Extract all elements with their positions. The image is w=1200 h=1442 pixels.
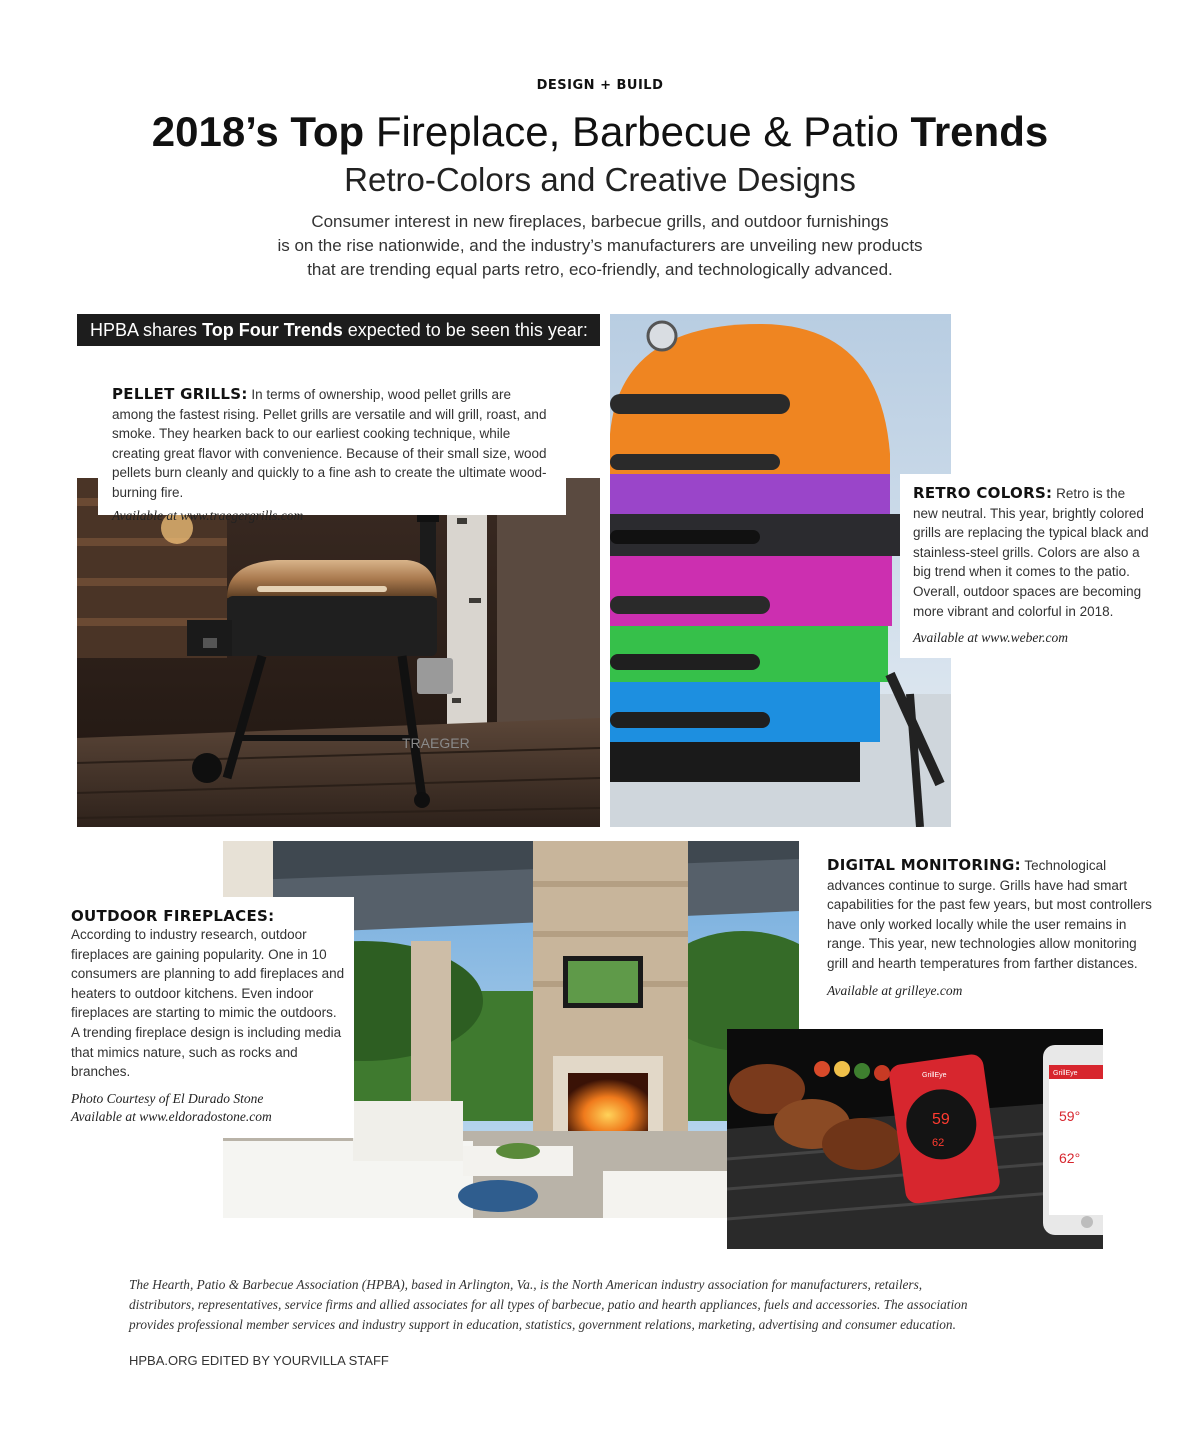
- pellet-grills-body: In terms of ownership, wood pellet grills are among the fastest rising. Pellet grills are versatile and will grill, roast, and smoke. They hearken back to our earliest cooking technique, while creating great flavor with convenience. Because of their small size, wood pellets burn cleanly and quickly to a fine ash to create the ultimate wood-burning fire.: [112, 387, 547, 500]
- device-brand: GrillEye: [922, 1072, 947, 1079]
- pellet-grill-photo: [77, 478, 600, 827]
- outdoor-fireplaces-heading: OUTDOOR FIREPLACES:: [71, 907, 275, 925]
- intro-line: that are trending equal parts retro, eco-friendly, and technologically advanced.: [307, 260, 893, 279]
- digital-monitoring-photo: [727, 1029, 1103, 1249]
- hpba-description: [129, 1275, 1074, 1335]
- device-readout-1: 59: [932, 1111, 950, 1128]
- phone-temp-2: 62°: [1059, 1150, 1081, 1166]
- phone-temp-1: 59°: [1059, 1108, 1081, 1124]
- intro-paragraph: [250, 210, 950, 282]
- pellet-grills-card: [98, 375, 566, 523]
- availability-line: Available at www.eldoradostone.com: [71, 1108, 272, 1124]
- page-subtitle: Retro-Colors and Creative Designs: [344, 161, 856, 198]
- pellet-grills-text: [112, 385, 552, 503]
- banner-suffix: expected to be seen this year:: [342, 320, 588, 340]
- retro-colors-text: [913, 484, 1152, 621]
- intro-line: Consumer interest in new fireplaces, barbecue grills, and outdoor furnishings: [311, 212, 889, 231]
- photo-courtesy-line: Photo Courtesy of El Durado Stone: [71, 1090, 264, 1106]
- section-kicker: DESIGN + BUILD: [536, 78, 664, 93]
- banner-prefix: HPBA shares: [90, 320, 203, 340]
- retro-colors-heading: RETRO COLORS:: [913, 484, 1053, 502]
- title-bold-part-2: Trends: [910, 108, 1049, 155]
- digital-monitoring-card: [813, 856, 1153, 1020]
- title-bold-part-1: 2018’s Top: [151, 108, 365, 155]
- outdoor-fireplaces-body: According to industry research, outdoor fireplaces are gaining popularity. One in 10 consumers are planning to add fireplaces and heaters to outdoor kitchens. Even indoor fireplaces are starting to mimic the outdoors. A trending fireplace design is including media that mimics nature, such as rocks and branches.: [71, 927, 345, 1080]
- retro-colors-body: Retro is the new neutral. This year, brightly colored grills are replacing the typical black and stainless-steel grills. Colors are also a big trend when it comes to the patio. Overall, outdoor spaces are becoming more vibrant and colorful in 2018.: [913, 486, 1149, 619]
- byline: HPBA.ORG EDITED BY YOURVILLA STAFF: [129, 1353, 389, 1368]
- digital-monitoring-credit: Available at grilleye.com: [827, 982, 963, 998]
- footer-line: The Hearth, Patio & Barbecue Association (HPBA), based in Arlington, Va., is the North American industry association for manufacturers, retailers,: [129, 1277, 923, 1292]
- outdoor-fireplaces-card: [58, 897, 354, 1138]
- banner-bold: Top Four Trends: [202, 320, 343, 340]
- footer-line: provides professional member services and industry support in education, statistics, government relations, marketing, advertising and consumer education.: [129, 1317, 956, 1332]
- pellet-grills-credit: Available at www.traegergrills.com: [112, 507, 304, 523]
- intro-line: is on the rise nationwide, and the industry’s manufacturers are unveiling new products: [277, 236, 923, 255]
- title-regular-part: Fireplace, Barbecue & Patio: [364, 108, 911, 155]
- phone-app-title: GrillEye: [1053, 1070, 1078, 1077]
- page-title: [0, 104, 1200, 160]
- grill-thermometer-illustration: [727, 1029, 1103, 1249]
- digital-monitoring-heading: DIGITAL MONITORING:: [827, 856, 1021, 874]
- outdoor-fireplaces-credit: [71, 1090, 346, 1126]
- trends-banner: [77, 314, 600, 346]
- retro-colors-credit: Available at www.weber.com: [913, 630, 1068, 646]
- footer-line: distributors, representatives, service firms and allied associates for all types of barbecue, patio and hearth appliances, fuels and accessories. The association: [129, 1297, 968, 1312]
- grill-brand-label: TRAEGER: [402, 735, 470, 751]
- digital-monitoring-text: [827, 856, 1153, 974]
- pellet-grills-heading: PELLET GRILLS:: [112, 385, 248, 403]
- retro-colors-card: [900, 474, 1162, 658]
- pellet-grill-illustration: [77, 478, 600, 827]
- digital-monitoring-body: Technological advances continue to surge. Grills have had smart capabilities for the past few years, but most controllers have only worked locally while the user remains in range. This year, new technologies allow monitoring grill and hearth temperatures from farther distances.: [827, 858, 1152, 971]
- device-readout-2: 62: [932, 1137, 945, 1149]
